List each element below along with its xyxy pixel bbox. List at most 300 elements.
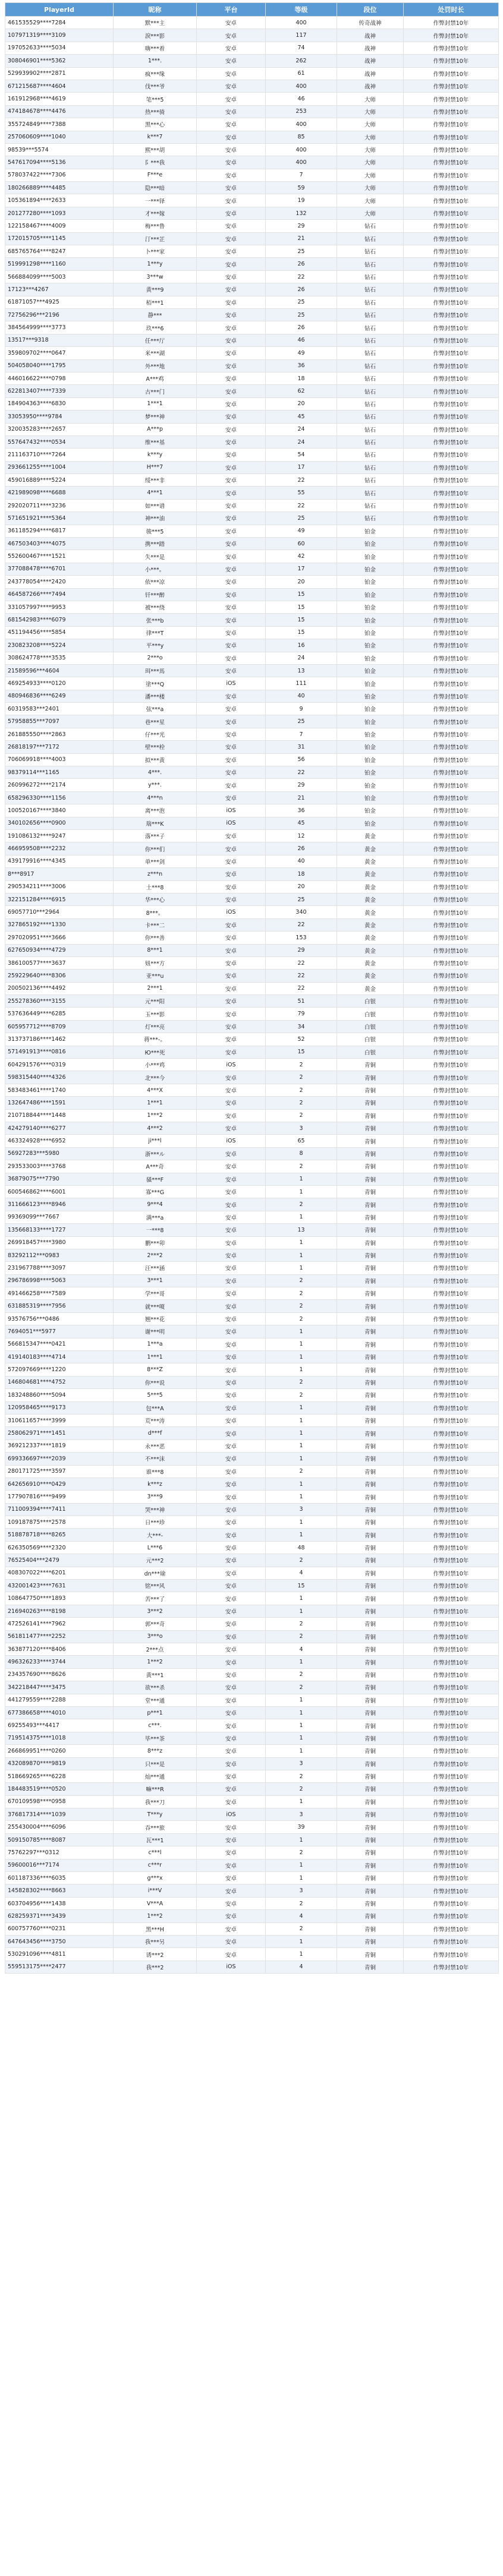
cell-level: 65 xyxy=(266,1135,337,1147)
cell-platform: 安卓 xyxy=(197,1503,266,1516)
cell-level: 20 xyxy=(266,576,337,588)
cell-platform: 安卓 xyxy=(197,1427,266,1439)
cell-penalty-duration: 作弊封禁10年 xyxy=(404,1529,499,1541)
cell-platform: 安卓 xyxy=(197,80,266,92)
cell-player-id: 480946836****6249 xyxy=(5,690,114,702)
cell-player-id: 243778054****2420 xyxy=(5,576,114,588)
cell-nickname: 塗***Q xyxy=(114,677,197,690)
cell-platform: 安卓 xyxy=(197,321,266,334)
cell-player-id: 255430004****6096 xyxy=(5,1821,114,1833)
cell-level: 262 xyxy=(266,55,337,67)
cell-level: 25 xyxy=(266,715,337,728)
table-row xyxy=(5,690,499,702)
cell-nickname: 浙***ル xyxy=(114,1147,197,1160)
cell-rank: 青铜 xyxy=(337,1287,404,1300)
table-row xyxy=(5,1300,499,1312)
cell-penalty-duration: 作弊封禁10年 xyxy=(404,1338,499,1350)
cell-rank: 大师 xyxy=(337,93,404,105)
cell-level: 46 xyxy=(266,93,337,105)
cell-platform: 安卓 xyxy=(197,118,266,131)
cell-player-id: 491466258****7589 xyxy=(5,1287,114,1300)
cell-penalty-duration: 作弊封禁10年 xyxy=(404,1478,499,1490)
table-row xyxy=(5,576,499,588)
cell-level: 1 xyxy=(266,1935,337,1947)
cell-penalty-duration: 作弊封禁10年 xyxy=(404,1262,499,1274)
cell-rank: 青铜 xyxy=(337,1236,404,1249)
table-row xyxy=(5,1224,499,1236)
cell-platform: 安卓 xyxy=(197,1312,266,1325)
cell-player-id: 600546862****6001 xyxy=(5,1185,114,1198)
cell-platform: 安卓 xyxy=(197,538,266,550)
cell-penalty-duration: 作弊封禁10年 xyxy=(404,182,499,194)
table-row xyxy=(5,321,499,334)
cell-nickname: 神***油 xyxy=(114,512,197,525)
cell-player-id: 17123***4267 xyxy=(5,283,114,296)
cell-platform: 安卓 xyxy=(197,1884,266,1897)
cell-level: 2 xyxy=(266,1630,337,1643)
cell-nickname: 大***- xyxy=(114,1529,197,1541)
cell-platform: 安卓 xyxy=(197,944,266,956)
cell-nickname: z***n xyxy=(114,868,197,880)
cell-penalty-duration: 作弊封禁10年 xyxy=(404,880,499,893)
cell-penalty-duration: 作弊封禁10年 xyxy=(404,1363,499,1376)
cell-rank: 青铜 xyxy=(337,1719,404,1732)
cell-player-id: 464587266****7494 xyxy=(5,588,114,601)
cell-nickname: 落***子 xyxy=(114,830,197,842)
table-row xyxy=(5,296,499,308)
cell-level: 1 xyxy=(266,1719,337,1732)
table-row xyxy=(5,804,499,817)
cell-platform: 安卓 xyxy=(197,1211,266,1223)
cell-rank: 钻石 xyxy=(337,359,404,372)
table-row xyxy=(5,1198,499,1211)
cell-rank: 青铜 xyxy=(337,1808,404,1821)
cell-rank: 铂金 xyxy=(337,639,404,652)
cell-rank: 钻石 xyxy=(337,411,404,423)
cell-penalty-duration: 作弊封禁10年 xyxy=(404,1935,499,1947)
cell-nickname: 米***湖 xyxy=(114,347,197,359)
cell-nickname: A***p xyxy=(114,423,197,435)
cell-penalty-duration: 作弊封禁10年 xyxy=(404,1300,499,1312)
cell-level: 1 xyxy=(266,1872,337,1884)
cell-player-id: 21589596***4604 xyxy=(5,664,114,677)
cell-rank: 青铜 xyxy=(337,1147,404,1160)
cell-rank: 铂金 xyxy=(337,652,404,664)
cell-rank: 青铜 xyxy=(337,1338,404,1350)
cell-penalty-duration: 作弊封禁10年 xyxy=(404,1084,499,1096)
cell-rank: 大师 xyxy=(337,131,404,143)
cell-platform: 安卓 xyxy=(197,1478,266,1490)
table-row xyxy=(5,1109,499,1122)
cell-level: 15 xyxy=(266,1046,337,1058)
cell-penalty-duration: 作弊封禁10年 xyxy=(404,435,499,448)
cell-rank: 青铜 xyxy=(337,1605,404,1617)
cell-penalty-duration: 作弊封禁10年 xyxy=(404,1757,499,1770)
cell-player-id: 297020951****3666 xyxy=(5,932,114,944)
cell-player-id: 197052633****5034 xyxy=(5,42,114,54)
cell-penalty-duration: 作弊封禁10年 xyxy=(404,1922,499,1935)
cell-level: 2 xyxy=(266,1846,337,1859)
cell-level: 19 xyxy=(266,194,337,207)
table-row xyxy=(5,461,499,473)
cell-rank: 钻石 xyxy=(337,283,404,296)
table-row xyxy=(5,1059,499,1071)
table-row xyxy=(5,1745,499,1757)
cell-player-id: 363877120****8406 xyxy=(5,1643,114,1656)
cell-nickname: 黄***1 xyxy=(114,1668,197,1681)
cell-platform: 安卓 xyxy=(197,42,266,54)
table-row xyxy=(5,270,499,283)
cell-penalty-duration: 作弊封禁10年 xyxy=(404,321,499,334)
cell-penalty-duration: 作弊封禁10年 xyxy=(404,677,499,690)
cell-penalty-duration: 作弊封禁10年 xyxy=(404,385,499,397)
cell-nickname: k***z xyxy=(114,1478,197,1490)
cell-player-id: 76525404***2479 xyxy=(5,1554,114,1567)
cell-nickname: 拟***黄 xyxy=(114,753,197,766)
cell-nickname: 元***2 xyxy=(114,1554,197,1567)
header-level: 等级 xyxy=(266,3,337,17)
cell-player-id: 183248860****5094 xyxy=(5,1389,114,1401)
table-row xyxy=(5,308,499,321)
table-row xyxy=(5,830,499,842)
cell-penalty-duration: 作弊封禁10年 xyxy=(404,1312,499,1325)
cell-player-id: 598315440****4326 xyxy=(5,1071,114,1084)
table-row xyxy=(5,639,499,652)
table-row xyxy=(5,232,499,245)
table-row xyxy=(5,1910,499,1922)
cell-level: 4 xyxy=(266,1643,337,1656)
cell-rank: 钻石 xyxy=(337,245,404,258)
cell-rank: 青铜 xyxy=(337,1668,404,1681)
cell-rank: 青铜 xyxy=(337,1643,404,1656)
cell-rank: 青铜 xyxy=(337,1846,404,1859)
cell-nickname: 4***. xyxy=(114,766,197,779)
cell-penalty-duration: 作弊封禁10年 xyxy=(404,804,499,817)
cell-player-id: 172015705****1145 xyxy=(5,232,114,245)
cell-platform: 安卓 xyxy=(197,639,266,652)
cell-platform: 安卓 xyxy=(197,1922,266,1935)
cell-rank: 战神 xyxy=(337,80,404,92)
ban-list-table xyxy=(5,2,499,1974)
cell-player-id: 342218447****3475 xyxy=(5,1681,114,1694)
cell-nickname: 吞***旅 xyxy=(114,1821,197,1833)
cell-penalty-duration: 作弊封禁10年 xyxy=(404,1605,499,1617)
cell-nickname: L***6 xyxy=(114,1541,197,1554)
table-row xyxy=(5,1668,499,1681)
cell-penalty-duration: 作弊封禁10年 xyxy=(404,525,499,537)
cell-rank: 钻石 xyxy=(337,258,404,270)
cell-player-id: 681542983****6079 xyxy=(5,614,114,626)
table-row xyxy=(5,1262,499,1274)
cell-level: 3 xyxy=(266,1884,337,1897)
cell-nickname: 汪***涵 xyxy=(114,1262,197,1274)
cell-player-id: 72756296***2196 xyxy=(5,308,114,321)
cell-platform: 安卓 xyxy=(197,1274,266,1287)
cell-player-id: 571651921****5364 xyxy=(5,512,114,525)
cell-player-id: 200502136****4492 xyxy=(5,982,114,995)
table-row xyxy=(5,1618,499,1630)
cell-level: 15 xyxy=(266,1580,337,1592)
cell-nickname: 弦***a xyxy=(114,703,197,715)
table-row xyxy=(5,588,499,601)
cell-rank: 大师 xyxy=(337,156,404,169)
cell-platform: 安卓 xyxy=(197,487,266,499)
cell-nickname: 离***泡 xyxy=(114,804,197,817)
cell-nickname: g***x xyxy=(114,1872,197,1884)
cell-nickname: 9***4 xyxy=(114,1198,197,1211)
cell-penalty-duration: 作弊封禁10年 xyxy=(404,626,499,639)
cell-player-id: 359809702****0647 xyxy=(5,347,114,359)
cell-rank: 钻石 xyxy=(337,270,404,283)
cell-player-id: 547617094****5136 xyxy=(5,156,114,169)
cell-rank: 青铜 xyxy=(337,1109,404,1122)
cell-platform: 安卓 xyxy=(197,372,266,384)
table-row xyxy=(5,677,499,690)
cell-level: 59 xyxy=(266,182,337,194)
cell-player-id: 424279140****6277 xyxy=(5,1122,114,1134)
table-row xyxy=(5,1567,499,1579)
cell-rank: 青铜 xyxy=(337,1859,404,1871)
cell-level: 1 xyxy=(266,1363,337,1376)
cell-level: 29 xyxy=(266,779,337,791)
cell-nickname: 2***2 xyxy=(114,1249,197,1261)
table-row xyxy=(5,1961,499,1973)
cell-platform: 安卓 xyxy=(197,1224,266,1236)
cell-penalty-duration: 作弊封禁10年 xyxy=(404,906,499,918)
cell-nickname: 不***沫 xyxy=(114,1453,197,1465)
cell-platform: 安卓 xyxy=(197,245,266,258)
cell-level: 132 xyxy=(266,207,337,219)
cell-penalty-duration: 作弊封禁10年 xyxy=(404,1401,499,1414)
cell-rank: 钻石 xyxy=(337,423,404,435)
cell-rank: 青铜 xyxy=(337,1491,404,1503)
cell-level: 1 xyxy=(266,1592,337,1605)
cell-player-id: 290534211****3006 xyxy=(5,880,114,893)
cell-platform: 安卓 xyxy=(197,1198,266,1211)
table-row xyxy=(5,918,499,931)
cell-penalty-duration: 作弊封禁10年 xyxy=(404,1821,499,1833)
cell-player-id: 706069918****4003 xyxy=(5,753,114,766)
table-row xyxy=(5,1097,499,1109)
cell-rank: 青铜 xyxy=(337,1351,404,1363)
cell-penalty-duration: 作弊封禁10年 xyxy=(404,245,499,258)
cell-rank: 黄金 xyxy=(337,868,404,880)
cell-level: 1 xyxy=(266,1656,337,1668)
cell-nickname: 梅***鲁 xyxy=(114,220,197,232)
table-row xyxy=(5,1008,499,1020)
cell-rank: 青铜 xyxy=(337,1160,404,1173)
cell-penalty-duration: 作弊封禁10年 xyxy=(404,830,499,842)
cell-nickname: 你***善 xyxy=(114,932,197,944)
cell-rank: 钻石 xyxy=(337,296,404,308)
cell-rank: 铂金 xyxy=(337,626,404,639)
cell-level: 2 xyxy=(266,1084,337,1096)
cell-player-id: 69255493***4417 xyxy=(5,1719,114,1732)
table-row xyxy=(5,1592,499,1605)
cell-penalty-duration: 作弊封禁10年 xyxy=(404,690,499,702)
cell-rank: 青铜 xyxy=(337,1173,404,1185)
table-row xyxy=(5,970,499,982)
cell-rank: 青铜 xyxy=(337,1224,404,1236)
cell-nickname: 我***2 xyxy=(114,1961,197,1973)
cell-platform: 安卓 xyxy=(197,1694,266,1706)
cell-platform: 安卓 xyxy=(197,728,266,740)
cell-penalty-duration: 作弊封禁10年 xyxy=(404,817,499,829)
cell-penalty-duration: 作弊封禁10年 xyxy=(404,1439,499,1452)
cell-rank: 青铜 xyxy=(337,1567,404,1579)
cell-player-id: 622813407****7339 xyxy=(5,385,114,397)
cell-level: 4 xyxy=(266,1961,337,1973)
cell-rank: 青铜 xyxy=(337,1453,404,1465)
cell-nickname: 2***点 xyxy=(114,1643,197,1656)
table-row xyxy=(5,207,499,219)
cell-rank: 青铜 xyxy=(337,1872,404,1884)
cell-rank: 白银 xyxy=(337,1046,404,1058)
cell-platform: 安卓 xyxy=(197,1935,266,1947)
cell-level: 18 xyxy=(266,372,337,384)
cell-nickname: 苦***了 xyxy=(114,1592,197,1605)
cell-player-id: 474184678****4476 xyxy=(5,105,114,118)
cell-nickname: 熙***胡 xyxy=(114,143,197,156)
table-row xyxy=(5,55,499,67)
cell-level: 60 xyxy=(266,538,337,550)
cell-level: 1 xyxy=(266,1745,337,1757)
cell-nickname: 外***地 xyxy=(114,359,197,372)
cell-platform: 安卓 xyxy=(197,308,266,321)
cell-player-id: 384564999****3773 xyxy=(5,321,114,334)
cell-level: 15 xyxy=(266,626,337,639)
cell-nickname: 日***珍 xyxy=(114,1516,197,1529)
cell-nickname: 阝***我 xyxy=(114,156,197,169)
cell-nickname: 3***9 xyxy=(114,1491,197,1503)
table-row xyxy=(5,703,499,715)
cell-level: 51 xyxy=(266,995,337,1008)
cell-platform: 安卓 xyxy=(197,67,266,80)
cell-nickname: A***奇 xyxy=(114,1160,197,1173)
cell-level: 36 xyxy=(266,804,337,817)
table-row xyxy=(5,194,499,207)
table-row xyxy=(5,1516,499,1529)
cell-rank: 白银 xyxy=(337,1008,404,1020)
cell-rank: 青铜 xyxy=(337,1681,404,1694)
cell-penalty-duration: 作弊封禁10年 xyxy=(404,1732,499,1744)
table-row xyxy=(5,1274,499,1287)
cell-penalty-duration: 作弊封禁10年 xyxy=(404,1109,499,1122)
table-row xyxy=(5,868,499,880)
cell-nickname: i***V xyxy=(114,1884,197,1897)
table-row xyxy=(5,1846,499,1859)
cell-nickname: 古***门 xyxy=(114,385,197,397)
cell-nickname: 3***1 xyxy=(114,1274,197,1287)
cell-player-id: 59600016***7174 xyxy=(5,1859,114,1871)
cell-penalty-duration: 作弊封禁10年 xyxy=(404,1694,499,1706)
cell-rank: 青铜 xyxy=(337,1363,404,1376)
cell-platform: 安卓 xyxy=(197,474,266,487)
table-row xyxy=(5,359,499,372)
cell-player-id: 626350569****2320 xyxy=(5,1541,114,1554)
table-row xyxy=(5,753,499,766)
cell-rank: 青铜 xyxy=(337,1795,404,1808)
cell-rank: 钻石 xyxy=(337,449,404,461)
cell-platform: 安卓 xyxy=(197,842,266,855)
cell-nickname: A***鸡 xyxy=(114,372,197,384)
cell-penalty-duration: 作弊封禁10年 xyxy=(404,258,499,270)
cell-level: 17 xyxy=(266,563,337,575)
cell-level: 1 xyxy=(266,1833,337,1846)
cell-player-id: 260996272****2174 xyxy=(5,779,114,791)
cell-rank: 钻石 xyxy=(337,321,404,334)
cell-player-id: 93576756***0486 xyxy=(5,1312,114,1325)
cell-nickname: 骏***5 xyxy=(114,525,197,537)
cell-level: 1 xyxy=(266,1694,337,1706)
cell-platform: 安卓 xyxy=(197,397,266,410)
cell-penalty-duration: 作弊封禁10年 xyxy=(404,80,499,92)
table-row xyxy=(5,601,499,613)
cell-rank: 大师 xyxy=(337,143,404,156)
cell-penalty-duration: 作弊封禁10年 xyxy=(404,1287,499,1300)
cell-nickname: 1***1 xyxy=(114,397,197,410)
cell-platform: 安卓 xyxy=(197,1643,266,1656)
cell-nickname: 亚***u xyxy=(114,970,197,982)
cell-nickname: 仔***光 xyxy=(114,728,197,740)
cell-player-id: 685765764****8247 xyxy=(5,245,114,258)
cell-player-id: 561811477****2252 xyxy=(5,1630,114,1643)
cell-platform: iOS xyxy=(197,1059,266,1071)
ban-list-table-wrapper xyxy=(5,2,498,1974)
cell-level: 45 xyxy=(266,411,337,423)
cell-player-id: 331057997****9953 xyxy=(5,601,114,613)
cell-platform: 安卓 xyxy=(197,1338,266,1350)
cell-rank: 白银 xyxy=(337,1020,404,1033)
cell-nickname: 黄***9 xyxy=(114,283,197,296)
cell-nickname: 钎***醉 xyxy=(114,588,197,601)
cell-platform: 安卓 xyxy=(197,258,266,270)
cell-rank: 青铜 xyxy=(337,1465,404,1478)
cell-penalty-duration: 作弊封禁10年 xyxy=(404,1211,499,1223)
cell-player-id: 255278360****3155 xyxy=(5,995,114,1008)
cell-nickname: 铭***风 xyxy=(114,1580,197,1592)
cell-platform: iOS xyxy=(197,1808,266,1821)
cell-rank: 青铜 xyxy=(337,1084,404,1096)
cell-player-id: 355724849****7388 xyxy=(5,118,114,131)
cell-level: 56 xyxy=(266,753,337,766)
cell-platform: 安卓 xyxy=(197,17,266,29)
cell-platform: 安卓 xyxy=(197,715,266,728)
cell-platform: 安卓 xyxy=(197,449,266,461)
cell-penalty-duration: 作弊封禁10年 xyxy=(404,1198,499,1211)
cell-player-id: 509150785****8087 xyxy=(5,1833,114,1846)
cell-penalty-duration: 作弊封禁10年 xyxy=(404,1745,499,1757)
cell-player-id: 519991298****1160 xyxy=(5,258,114,270)
cell-rank: 铂金 xyxy=(337,601,404,613)
cell-player-id: 269918457****3980 xyxy=(5,1236,114,1249)
cell-rank: 青铜 xyxy=(337,1897,404,1909)
cell-rank: 传奇战神 xyxy=(337,17,404,29)
cell-level: 1 xyxy=(266,1516,337,1529)
cell-nickname: 8***1 xyxy=(114,944,197,956)
cell-penalty-duration: 作弊封禁10年 xyxy=(404,42,499,54)
cell-player-id: 310611657****3999 xyxy=(5,1414,114,1426)
cell-penalty-duration: 作弊封禁10年 xyxy=(404,118,499,131)
cell-nickname: 被***绕 xyxy=(114,601,197,613)
cell-player-id: 100520167****3840 xyxy=(5,804,114,817)
table-row xyxy=(5,105,499,118)
cell-player-id: 135668133****1727 xyxy=(5,1224,114,1236)
cell-player-id: 578037422****7306 xyxy=(5,169,114,181)
cell-platform: 安卓 xyxy=(197,1439,266,1452)
table-row xyxy=(5,131,499,143)
cell-level: 400 xyxy=(266,156,337,169)
